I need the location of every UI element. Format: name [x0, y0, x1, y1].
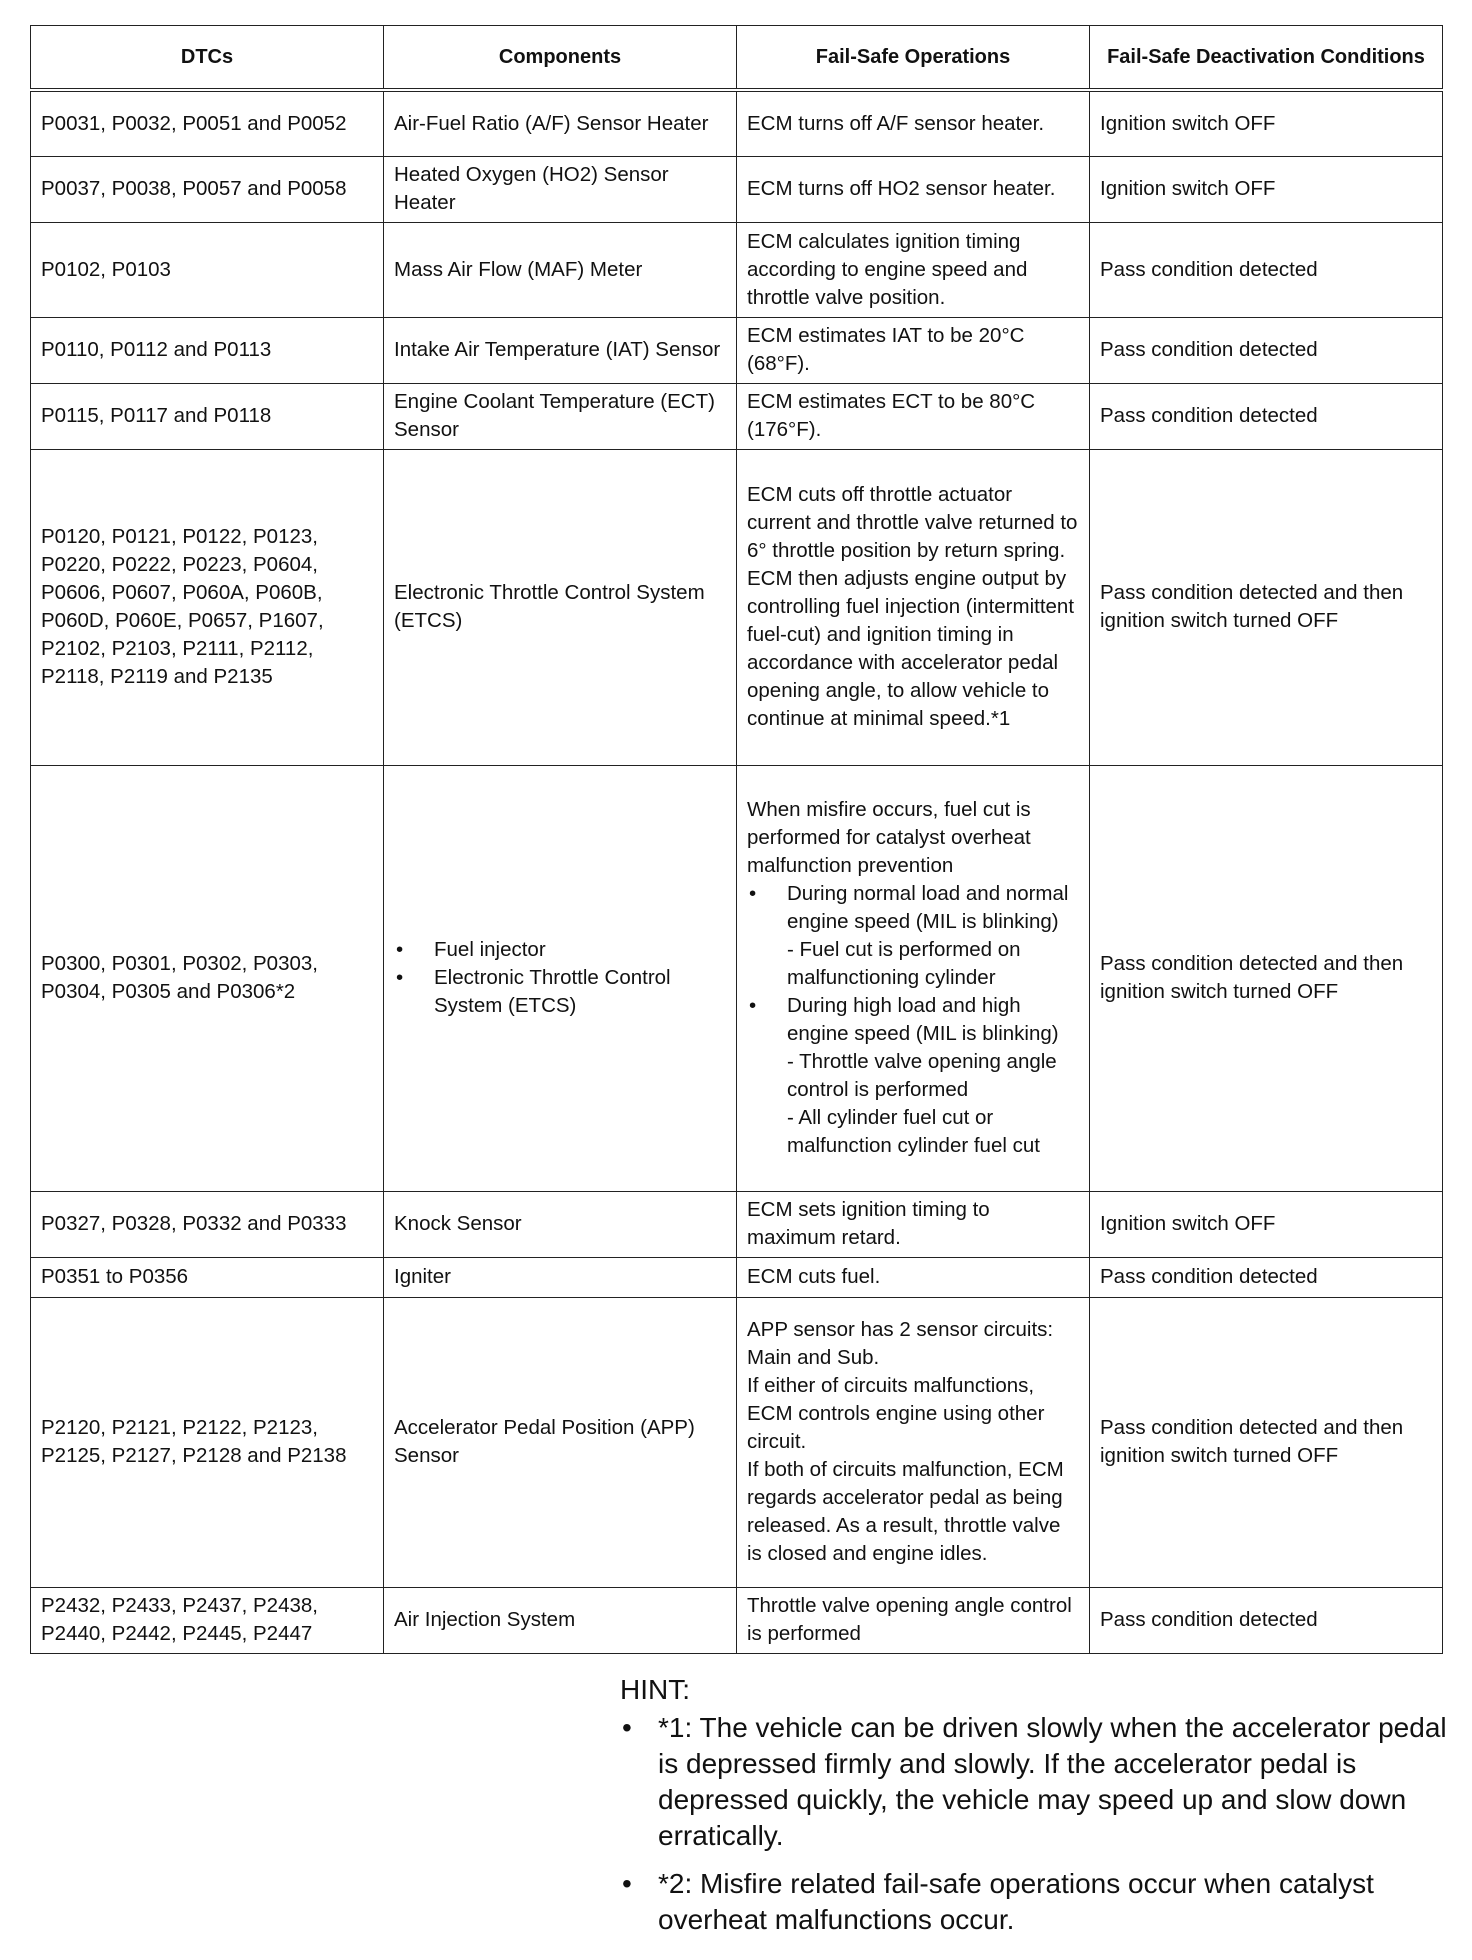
cell-operation: ECM estimates IAT to be 20°C (68°F). [737, 317, 1090, 383]
cell-deactivation: Ignition switch OFF [1090, 1191, 1443, 1257]
cell-component: Igniter [384, 1257, 737, 1297]
cell-component: Mass Air Flow (MAF) Meter [384, 222, 737, 317]
cell-deactivation: Pass condition detected [1090, 383, 1443, 449]
operation-line: ECM cuts off throttle actuator current and throttle valve returned to 6° throttle position by return spring. [747, 483, 1078, 562]
cell-component: Air-Fuel Ratio (A/F) Sensor Heater [384, 90, 737, 156]
header-deactivation-conditions: Fail-Safe Deactivation Conditions [1090, 26, 1443, 91]
component-item: • Electronic Throttle Control System (ETCS) [394, 964, 726, 1020]
cell-dtcs: P0120, P0121, P0122, P0123, P0220, P0222, P0223, P0604, P0606, P0607, P060A, P060B, P060D, P060E, P0657, P1607, P2102, P2103, P2111, P2112, P2118, P2119 and P2135 [31, 449, 384, 765]
table-row [31, 1297, 1443, 1587]
table-row [31, 156, 1443, 222]
header-fail-safe-operations: Fail-Safe Operations [737, 26, 1090, 91]
cell-dtcs: P0037, P0038, P0057 and P0058 [31, 156, 384, 222]
cell-deactivation: Pass condition detected and then ignition switch turned OFF [1090, 449, 1443, 765]
cell-dtcs: P0115, P0117 and P0118 [31, 383, 384, 449]
operation-subitem: - Throttle valve opening angle control is performed [787, 1050, 1057, 1101]
operation-line: ECM then adjusts engine output by controlling fuel injection (intermittent fuel-cut) and ignition timing in accordance with accelerator pedal opening angle, to allow vehicle to continue at minimal speed.*1 [747, 567, 1075, 730]
operation-item-text: During normal load and normal engine speed (MIL is blinking) [787, 882, 1069, 933]
cell-deactivation: Pass condition detected and then ignition switch turned OFF [1090, 1297, 1443, 1587]
table-row [31, 222, 1443, 317]
cell-deactivation: Pass condition detected [1090, 317, 1443, 383]
cell-operation: ECM cuts fuel. [737, 1257, 1090, 1297]
cell-dtcs: P0102, P0103 [31, 222, 384, 317]
cell-deactivation: Pass condition detected [1090, 1587, 1443, 1653]
operation-intro: When misfire occurs, fuel cut is performed for catalyst overheat malfunction prevention [747, 798, 1031, 877]
fail-safe-chart [30, 25, 1442, 1654]
operation-line: If either of circuits malfunctions, ECM controls engine using other circuit. [747, 1374, 1045, 1453]
component-item: • Fuel injector [394, 936, 726, 964]
cell-operation: ECM estimates ECT to be 80°C (176°F). [737, 383, 1090, 449]
cell-deactivation: Pass condition detected and then ignition switch turned OFF [1090, 765, 1443, 1191]
table-row [31, 317, 1443, 383]
table-header-row [31, 26, 1443, 91]
header-dtcs: DTCs [31, 26, 384, 91]
cell-operation [737, 765, 1090, 1191]
cell-dtcs: P0300, P0301, P0302, P0303, P0304, P0305 and P0306*2 [31, 765, 384, 1191]
operation-subitem: - All cylinder fuel cut or malfunction cylinder fuel cut [787, 1106, 1040, 1157]
cell-component: Accelerator Pedal Position (APP) Sensor [384, 1297, 737, 1587]
cell-dtcs: P2120, P2121, P2122, P2123, P2125, P2127, P2128 and P2138 [31, 1297, 384, 1587]
operation-line: If both of circuits malfunction, ECM regards accelerator pedal as being released. As a result, throttle valve is closed and engine idles. [747, 1458, 1064, 1565]
hint-item: • *1: The vehicle can be driven slowly when the accelerator pedal is depressed firmly and slowly. If the accelerator pedal is depressed quickly, the vehicle may speed up and slow down erratically. [620, 1710, 1450, 1854]
cell-operation [737, 1297, 1090, 1587]
table-row [31, 383, 1443, 449]
cell-component: Heated Oxygen (HO2) Sensor Heater [384, 156, 737, 222]
cell-dtcs: P0351 to P0356 [31, 1257, 384, 1297]
hint-list [620, 1710, 1450, 1938]
cell-deactivation: Pass condition detected [1090, 222, 1443, 317]
cell-dtcs: P2432, P2433, P2437, P2438, P2440, P2442, P2445, P2447 [31, 1587, 384, 1653]
cell-component: Air Injection System [384, 1587, 737, 1653]
table-row [31, 1587, 1443, 1653]
cell-dtcs: P0110, P0112 and P0113 [31, 317, 384, 383]
operation-list [747, 880, 1079, 1160]
cell-deactivation: Pass condition detected [1090, 1257, 1443, 1297]
cell-operation [737, 449, 1090, 765]
operation-subitem: - Fuel cut is performed on malfunctioning cylinder [787, 938, 1021, 989]
fail-safe-table [30, 25, 1443, 1654]
table-row [31, 90, 1443, 156]
cell-operation: ECM turns off A/F sensor heater. [737, 90, 1090, 156]
table-row [31, 1191, 1443, 1257]
cell-operation: ECM sets ignition timing to maximum retard. [737, 1191, 1090, 1257]
cell-dtcs: P0031, P0032, P0051 and P0052 [31, 90, 384, 156]
cell-component: Intake Air Temperature (IAT) Sensor [384, 317, 737, 383]
cell-operation: ECM calculates ignition timing according to engine speed and throttle valve position. [737, 222, 1090, 317]
table-row [31, 449, 1443, 765]
header-components: Components [384, 26, 737, 91]
table-row [31, 765, 1443, 1191]
operation-line: APP sensor has 2 sensor circuits: Main and Sub. [747, 1318, 1054, 1369]
cell-dtcs: P0327, P0328, P0332 and P0333 [31, 1191, 384, 1257]
operation-item [747, 880, 1079, 992]
cell-operation: ECM turns off HO2 sensor heater. [737, 156, 1090, 222]
hint-item: • *2: Misfire related fail-safe operations occur when catalyst overheat malfunctions occur. [620, 1866, 1450, 1938]
cell-component [384, 765, 737, 1191]
table-row [31, 1257, 1443, 1297]
operation-item [747, 992, 1079, 1160]
operation-item-text: During high load and high engine speed (MIL is blinking) [787, 994, 1059, 1045]
cell-component: Knock Sensor [384, 1191, 737, 1257]
cell-deactivation: Ignition switch OFF [1090, 156, 1443, 222]
cell-operation: Throttle valve opening angle control is performed [737, 1587, 1090, 1653]
hint-section [620, 1672, 1450, 1950]
hint-title: HINT: [620, 1674, 690, 1705]
cell-deactivation: Ignition switch OFF [1090, 90, 1443, 156]
cell-component: Electronic Throttle Control System (ETCS) [384, 449, 737, 765]
component-list [394, 936, 726, 1020]
cell-component: Engine Coolant Temperature (ECT) Sensor [384, 383, 737, 449]
